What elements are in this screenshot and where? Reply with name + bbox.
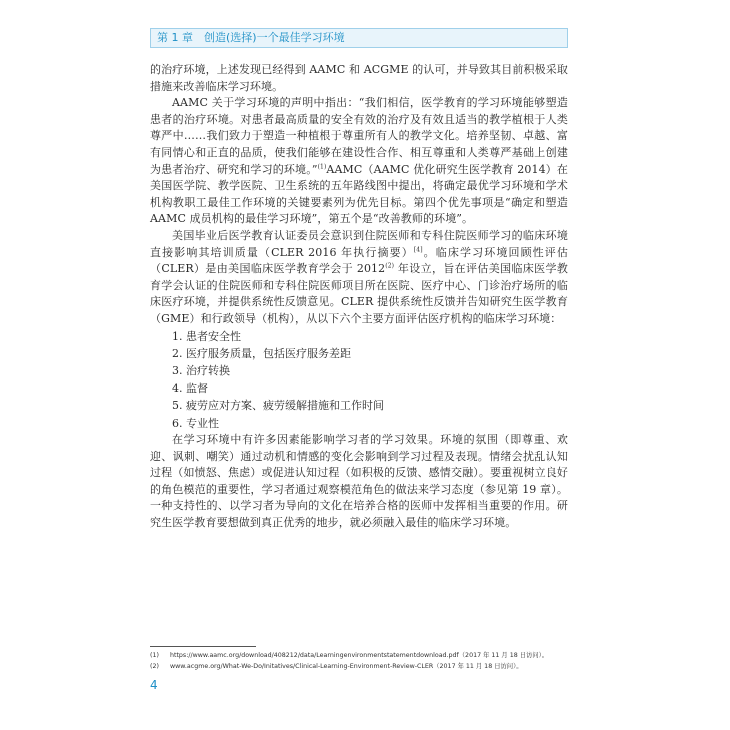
footnote-ref-1: (1) (317, 162, 327, 170)
paragraph-3-part-a: 美国毕业后医学教育认证委员会意识到住院医师和专科住院医师学习的临床环境直接影响其培训质量（CLER 2016 年执行摘要） (150, 228, 568, 259)
footnote-text: www.acgme.org/What-We-Do/Initatives/Clinical-Learning-Environment-Review-CLER（2017 年 11 月 18 日访问）。 (170, 663, 523, 670)
paragraph-2 (150, 95, 568, 228)
list-item: 5. 疲劳应对方案、疲劳缓解措施和工作时间 (172, 399, 384, 413)
footnote-number: (2) (150, 663, 159, 670)
list-item: 1. 患者安全性 (172, 329, 241, 343)
list-item: 3. 治疗转换 (172, 364, 230, 378)
footnote-1 (150, 650, 570, 661)
chapter-header (150, 28, 568, 48)
footnotes (150, 650, 570, 672)
list-item: 4. 监督 (172, 381, 208, 395)
citation-ref-4: [4] (413, 245, 423, 253)
paragraph-3-part-b: 。临床学习环境回顾性评估（CLER）是由美国临床医学教育学会于 2012 (150, 245, 568, 276)
page-number: 4 (150, 678, 158, 692)
paragraph-4: 在学习环境中有许多因素能影响学习者的学习效果。环境的氛围（即尊重、欢迎、讽刺、嘲笑）通过动机和情感的变化会影响到学习过程及表现。情绪会扰乱认知过程（如愤怒、焦虑）或促进认知过程（如积极的反馈、感情交融）。要重视树立良好的角色模范的重要性，学习者通过观察模范角色的做法来学习态度（参见第 19 章）。一种支持性的、以学习者为导向的文化在培养合格的医师中发挥相当重要的作用。研究生医学教育要想做到真正优秀的地步，就必须融入最佳的临床学习环境。 (150, 432, 568, 529)
paragraph-2-part-a: AAMC 关于学习环境的声明中指出：“我们相信，医学教育的学习环境能够塑造患者的治疗环境。对患者最高质量的安全有效的治疗及有效且适当的教学植根于人类尊严中……我们致力于塑造一种植根于尊重所有人的教学文化。培养坚韧、卓越、富有同情心和正直的品质，使我们能够在建设性合作、相互尊重和人类尊严基础上创建为患者治疗、研究和学习的环境。” (150, 96, 568, 176)
footnote-number: (1) (150, 652, 159, 659)
paragraph-3 (150, 228, 568, 328)
paragraph-2-part-b: AAMC（AAMC 优化研究生医学教育 2014）在美国医学院、教学医院、卫生系统的五年路线图中提出，将确定最优学习环境和学术机构教职工最佳工作环境的关键要素列为优先目标。第四个优先事项是“确定和塑造 AAMC 成员机构的最佳学习环境”，第五个是“改善教师的环境”。 (150, 162, 568, 226)
footnote-ref-2: (2) (385, 262, 395, 270)
assessment-areas-list (150, 328, 568, 432)
list-item: 6. 专业性 (172, 416, 219, 430)
body-text (150, 62, 568, 532)
chapter-title: 第 1 章 创造(选择)一个最佳学习环境 (157, 31, 345, 44)
paragraph-3-part-c: 年设立，旨在评估美国临床医学教育学会认证的住院医师和专科住院医师项目所在医院、医疗中心、门诊治疗场所的临床医疗环境，并提供系统性反馈意见。CLER 提供系统性反馈并告知研究生医学教育（GME）和行政领导（机构），从以下六个主要方面评估医疗机构的临床学习环境： (150, 262, 568, 325)
footnote-2 (150, 661, 570, 672)
list-item: 2. 医疗服务质量，包括医疗服务差距 (172, 346, 351, 360)
footnote-text: https://www.aamc.org/download/408212/data/Learningenvironmentstatementdownload.pdf（2017 年 11 月 18 日访问）。 (170, 652, 549, 659)
paragraph-1: 的治疗环境，上述发现已经得到 AAMC 和 ACGME 的认可，并导致其目前积极采取措施来改善临床学习环境。 (150, 63, 568, 93)
footnote-divider (150, 646, 256, 647)
